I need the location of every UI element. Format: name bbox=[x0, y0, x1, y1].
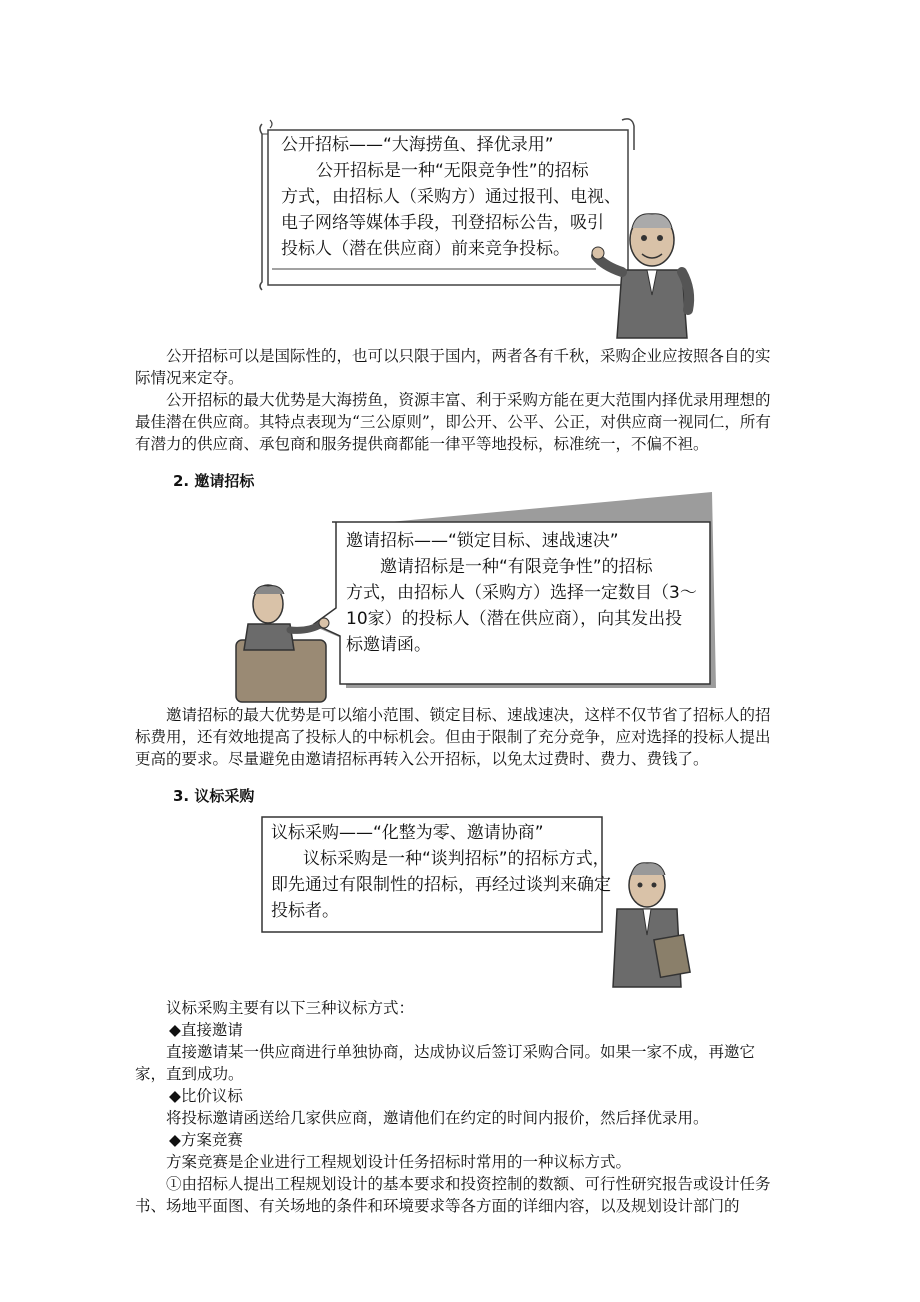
box1-line-4: 投标人（潜在供应商）前来竞争投标。 bbox=[281, 239, 570, 259]
box2-line-4: 标邀请函。 bbox=[346, 635, 431, 655]
box3-line-3: 投标者。 bbox=[271, 901, 339, 921]
box1-line-2: 方式，由招标人（采购方）通过报刊、电视、 bbox=[281, 187, 621, 207]
paragraph-6: 将投标邀请函送给几家供应商，邀请他们在约定的时间内报价，然后择优录用。 bbox=[166, 1109, 709, 1127]
box2-line-3: 10家）的投标人（潜在供应商），向其发出投 bbox=[346, 609, 683, 629]
box2-line-1: 邀请招标是一种“有限竞争性”的招标 bbox=[380, 557, 653, 577]
box1-title: 公开招标——“大海捞鱼、择优录用” bbox=[281, 135, 554, 155]
paragraph-3: 邀请招标的最大优势是可以缩小范围、锁定目标、速战速决，这样不仅节省了招标人的招标费用，还有效地提高了投标人的中标机会。但由于限制了充分竞争，应对选择的投标人提出更高的要求。尽量避免由邀请招标再转入公开招标，以免太过费时、费力、费钱了。 bbox=[135, 706, 771, 768]
paragraph-2: 公开招标的最大优势是大海捞鱼，资源丰富、利于采购方能在更大范围内择优录用理想的最佳潜在供应商。其特点表现为“三公原则”，即公开、公平、公正，对供应商一视同仁，所有有潜力的供应商、承包商和服务提供商都能一律平等地投标，标准统一，不偏不袒。 bbox=[135, 391, 771, 453]
section-heading-2: 2. 邀请招标 bbox=[173, 472, 255, 490]
box2-line-2: 方式，由招标人（采购方）选择一定数目（3～ bbox=[346, 583, 697, 603]
section-heading-3: 3. 议标采购 bbox=[173, 787, 255, 805]
box3-title: 议标采购——“化整为零、邀请协商” bbox=[271, 823, 544, 843]
bullet-price-comparison: ◆比价议标 bbox=[169, 1087, 243, 1105]
paragraph-7: 方案竞赛是企业进行工程规划设计任务招标时常用的一种议标方式。 bbox=[166, 1153, 632, 1171]
box1-line-3: 电子网络等媒体手段，刊登招标公告，吸引 bbox=[281, 213, 604, 233]
paragraph-4: 议标采购主要有以下三种议标方式： bbox=[166, 999, 415, 1017]
box3-line-2: 即先通过有限制性的招标，再经过谈判来确定 bbox=[271, 875, 611, 895]
man-with-folder-illustration bbox=[595, 855, 707, 990]
paragraph-5: 直接邀请某一供应商进行单独协商，达成协议后签订采购合同。如果一家不成，再邀它家，直到成功。 bbox=[135, 1043, 756, 1083]
bullet-design-competition: ◆方案竞赛 bbox=[169, 1131, 243, 1149]
bullet-direct-invitation: ◆直接邀请 bbox=[169, 1021, 243, 1039]
paragraph-1: 公开招标可以是国际性的，也可以只限于国内，两者各有千秋，采购企业应按照各自的实际情况来定夺。 bbox=[135, 347, 771, 387]
paragraph-8: ①由招标人提出工程规划设计的基本要求和投资控制的数额、可行性研究报告或设计任务书、场地平面图、有关场地的条件和环境要求等各方面的详细内容，以及规划设计部门的 bbox=[135, 1175, 771, 1215]
box3-line-1: 议标采购是一种“谈判招标”的招标方式， bbox=[303, 849, 610, 869]
box2-title: 邀请招标——“锁定目标、速战速决” bbox=[346, 531, 619, 551]
box1-line-1: 公开招标是一种“无限竞争性”的招标 bbox=[316, 161, 589, 181]
